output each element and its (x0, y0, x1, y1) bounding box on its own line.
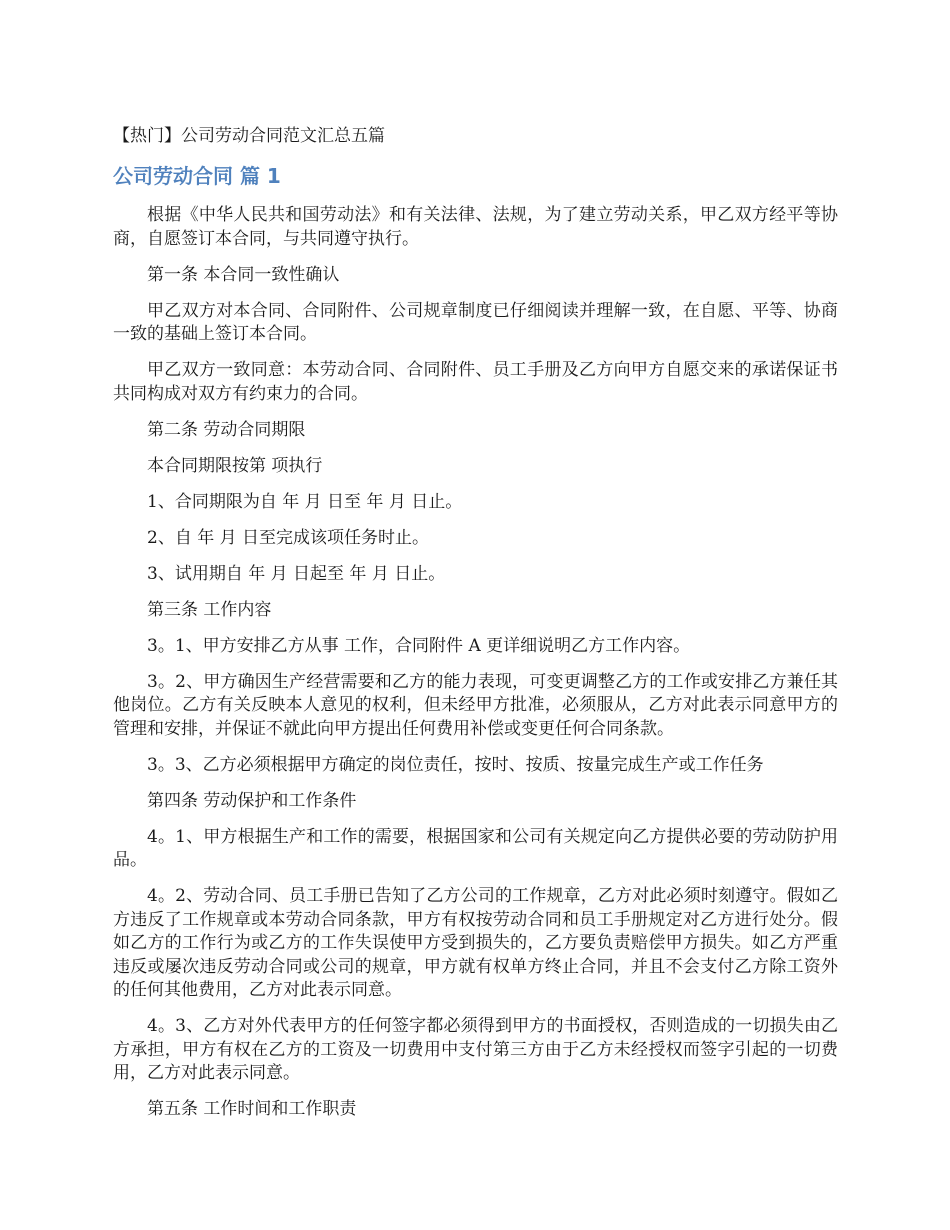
paragraph: 甲乙双方对本合同、合同附件、公司规章制度已仔细阅读并理解一致，在自愿、平等、协商一致的基础上签订本合同。 (113, 300, 838, 344)
clause-item: 4。3、乙方对外代表甲方的任何签字都必须得到甲方的书面授权，否则造成的一切损失由乙方承担，甲方有权在乙方的工资及一切费用中支付第三方由于乙方未经授权而签字引起的一切费用，乙方对此表示同意。 (113, 1016, 838, 1083)
clause-item: 3、试用期自 年 月 日起至 年 月 日止。 (147, 563, 446, 584)
section-heading: 公司劳动合同 篇 1 (113, 164, 281, 188)
clause-item: 3。1、甲方安排乙方从事 工作，合同附件 A 更详细说明乙方工作内容。 (147, 635, 691, 656)
paragraph: 本合同期限按第 项执行 (147, 455, 323, 476)
article-2-heading: 第二条 劳动合同期限 (147, 419, 306, 440)
clause-item: 2、自 年 月 日至完成该项任务时止。 (147, 527, 430, 548)
document-title: 【热门】公司劳动合同范文汇总五篇 (113, 126, 385, 146)
clause-item: 1、合同期限为自 年 月 日至 年 月 日止。 (147, 491, 463, 512)
clause-item: 4。2、劳动合同、员工手册已告知了乙方公司的工作规章，乙方对此必须时刻遵守。假如乙方违反了工作规章或本劳动合同条款，甲方有权按劳动合同和员工手册规定对乙方进行处分。假如乙方的工作行为或乙方的工作失误使甲方受到损失的，乙方要负责赔偿甲方损失。如乙方严重违反或屡次违反劳动合同或公司的规章，甲方就有权单方终止合同，并且不会支付乙方除工资外的任何其他费用，乙方对此表示同意。 (113, 886, 838, 1000)
article-1-heading: 第一条 本合同一致性确认 (147, 264, 340, 285)
clause-item: 3。2、甲方确因生产经营需要和乙方的能力表现，可变更调整乙方的工作或安排乙方兼任其他岗位。乙方有关反映本人意见的权利，但未经甲方批准，必须服从，乙方对此表示同意甲方的管理和安排，并保证不就此向甲方提出任何费用补偿或变更任何合同条款。 (113, 671, 838, 739)
article-4-heading: 第四条 劳动保护和工作条件 (147, 790, 357, 811)
article-3-heading: 第三条 工作内容 (147, 599, 272, 620)
paragraph: 甲乙双方一致同意：本劳动合同、合同附件、员工手册及乙方向甲方自愿交来的承诺保证书共同构成对双方有约束力的合同。 (113, 360, 838, 404)
article-5-heading: 第五条 工作时间和工作职责 (147, 1099, 357, 1119)
clause-item: 4。1、甲方根据生产和工作的需要，根据国家和公司有关规定向乙方提供必要的劳动防护用品。 (113, 826, 838, 870)
paragraph-intro: 根据《中华人民共和国劳动法》和有关法律、法规，为了建立劳动关系，甲乙双方经平等协商，自愿签订本合同，与共同遵守执行。 (113, 205, 838, 249)
clause-item: 3。3、乙方必须根据甲方确定的岗位责任，按时、按质、按量完成生产或工作任务 (147, 754, 764, 775)
